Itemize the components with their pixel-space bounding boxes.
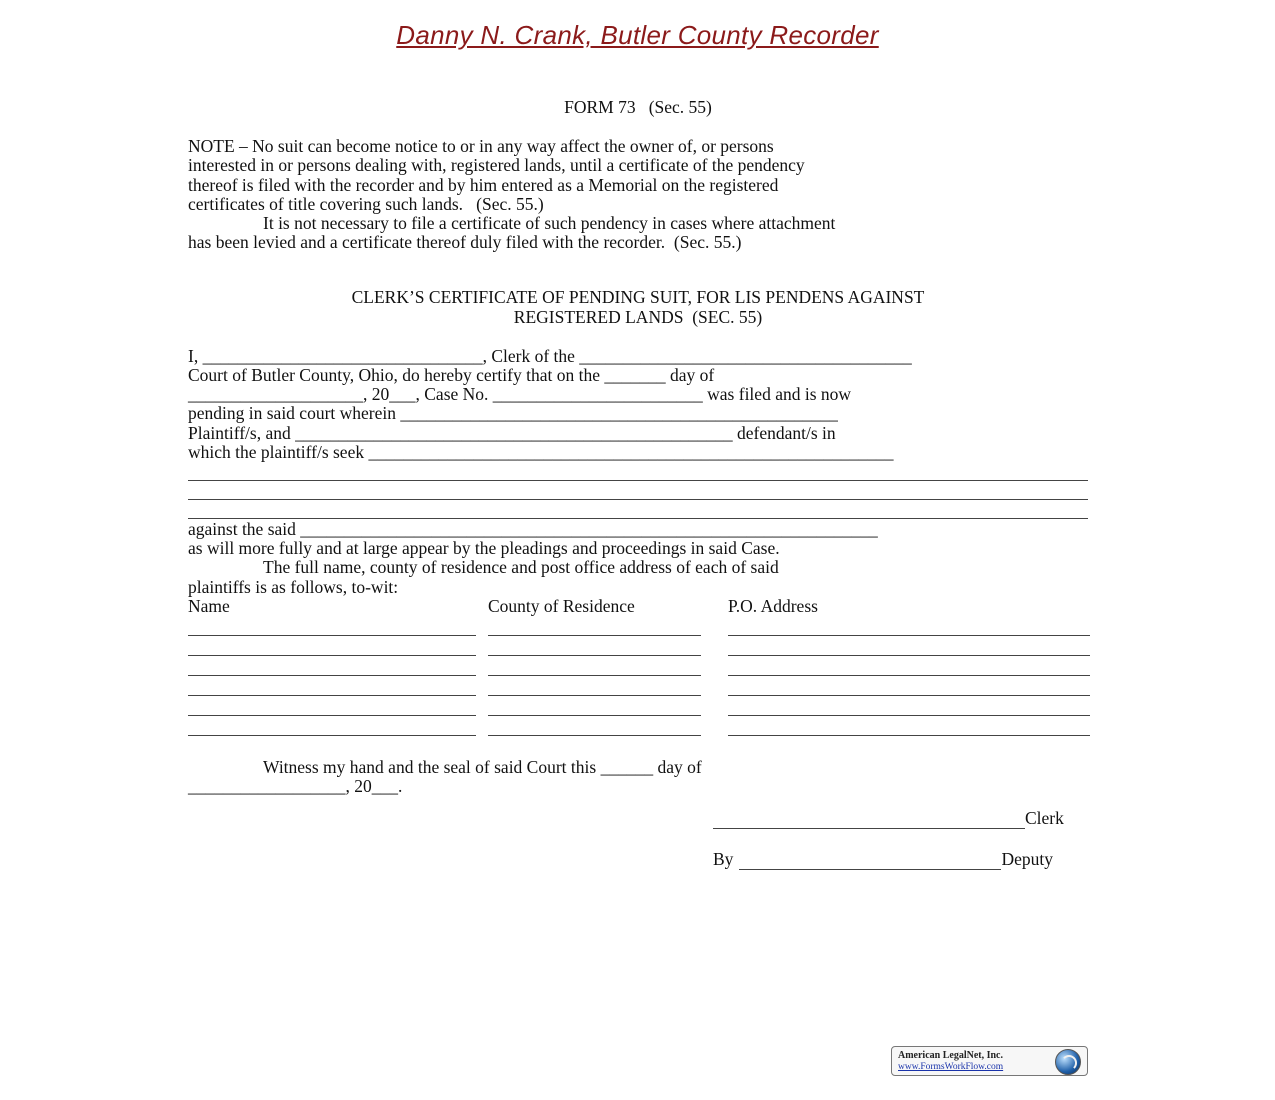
- form-title: FORM 73 (Sec. 55): [564, 97, 712, 117]
- blank-line[interactable]: [188, 500, 1088, 519]
- blank-line[interactable]: [188, 481, 1088, 500]
- body-line[interactable]: which the plaintiff/s seek ____________________________________________________________: [188, 441, 894, 462]
- name-field[interactable]: [188, 616, 476, 636]
- deputy-label: Deputy: [1001, 849, 1053, 869]
- body-line[interactable]: Court of Butler County, Ohio, do hereby certify that on the _______ day of: [188, 365, 715, 386]
- address-field[interactable]: [728, 616, 1090, 636]
- name-column: [188, 597, 488, 736]
- note-line: thereof is filed with the recorder and by him entered as a Memorial on the registered: [188, 174, 779, 195]
- address-field[interactable]: [728, 656, 1090, 676]
- note-line: certificates of title covering such lands. (Sec. 55.): [188, 193, 544, 214]
- signature-block: [713, 808, 1064, 870]
- recorder-header: Danny N. Crank, Butler County Recorder: [396, 20, 879, 50]
- county-field[interactable]: [488, 676, 701, 696]
- note-line: has been levied and a certificate thereof duly filed with the recorder. (Sec. 55.): [188, 232, 742, 253]
- logo-company-name: American LegalNet, Inc.: [898, 1050, 1003, 1061]
- residence-line: The full name, county of residence and post office address of each of said: [263, 557, 779, 578]
- witness-line[interactable]: __________________, 20___.: [188, 776, 403, 797]
- county-column-header: County of Residence: [488, 595, 635, 616]
- address-field[interactable]: [728, 716, 1090, 736]
- by-label: By: [713, 849, 734, 869]
- certificate-title-line: CLERK’S CERTIFICATE OF PENDING SUIT, FOR LIS PENDENS AGAINST: [351, 287, 925, 308]
- address-column-header: P.O. Address: [728, 595, 818, 616]
- county-field[interactable]: [488, 716, 701, 736]
- address-column: [728, 597, 1088, 736]
- blank-line[interactable]: [188, 462, 1088, 481]
- note-line: NOTE – No suit can become notice to or in any way affect the owner of, or persons: [188, 136, 774, 157]
- note-line: interested in or persons dealing with, registered lands, until a certificate of the pendency: [188, 155, 805, 176]
- name-field[interactable]: [188, 696, 476, 716]
- globe-icon: [1055, 1049, 1081, 1075]
- witness-block: [188, 758, 1088, 796]
- residence-line: plaintiffs is as follows, to-wit:: [188, 576, 399, 597]
- plaintiff-table: [188, 597, 1088, 736]
- clerk-label: Clerk: [1025, 808, 1064, 828]
- name-field[interactable]: [188, 656, 476, 676]
- body-line[interactable]: Plaintiff/s, and __________________________________________________ defendant/s in: [188, 422, 836, 443]
- address-field[interactable]: [728, 676, 1090, 696]
- note-line: It is not necessary to file a certificate of such pendency in cases where attachment: [263, 213, 836, 234]
- name-field[interactable]: [188, 636, 476, 656]
- name-column-header: Name: [188, 595, 230, 616]
- note-paragraph: [188, 137, 1088, 252]
- certificate-title: [188, 288, 1088, 326]
- form-document: [188, 98, 1088, 796]
- american-legalnet-logo[interactable]: [891, 1046, 1088, 1076]
- name-field[interactable]: [188, 676, 476, 696]
- body-line[interactable]: pending in said court wherein __________________________________________________: [188, 403, 838, 424]
- address-field[interactable]: [728, 636, 1090, 656]
- address-field[interactable]: [728, 696, 1090, 716]
- witness-line[interactable]: Witness my hand and the seal of said Court this ______ day of: [263, 757, 702, 778]
- certificate-body: [188, 347, 1088, 597]
- county-field[interactable]: [488, 616, 701, 636]
- certificate-title-line: REGISTERED LANDS (SEC. 55): [513, 306, 763, 327]
- county-column: [488, 597, 728, 736]
- clerk-signature-line: [713, 808, 1064, 829]
- logo-url-link[interactable]: www.FormsWorkFlow.com: [898, 1062, 1004, 1072]
- county-field[interactable]: [488, 636, 701, 656]
- appear-line: as will more fully and at large appear by the pleadings and proceedings in said Case.: [188, 538, 780, 559]
- clerk-signature-field[interactable]: [713, 828, 1025, 829]
- deputy-signature-line: [713, 849, 1064, 870]
- county-field[interactable]: [488, 696, 701, 716]
- county-field[interactable]: [488, 656, 701, 676]
- against-line[interactable]: against the said __________________________________________________________________: [188, 519, 878, 540]
- deputy-signature-field[interactable]: [739, 869, 1001, 870]
- body-line[interactable]: I, ________________________________, Clerk of the ______________________________________: [188, 345, 912, 366]
- body-line[interactable]: ____________________, 20___, Case No. ________________________ was filed and is now: [188, 384, 852, 405]
- name-field[interactable]: [188, 716, 476, 736]
